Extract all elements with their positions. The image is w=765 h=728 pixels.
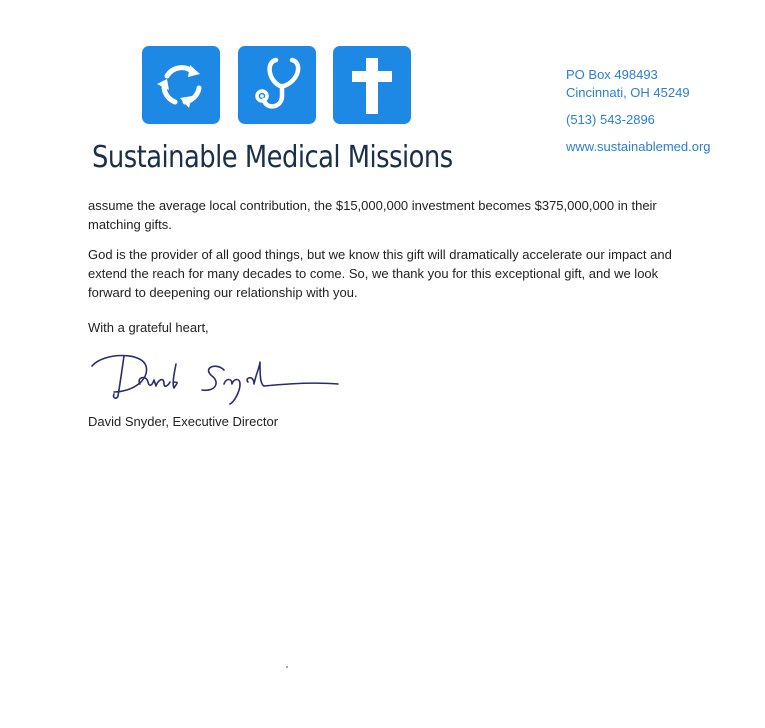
phone-number: (513) 543-2896	[566, 112, 655, 127]
city-state-zip: Cincinnati, OH 45249	[566, 85, 690, 100]
paragraph-line: assume the average local contribution, the $15,000,000 investment becomes $375,000,000 in their	[88, 198, 657, 213]
cross-icon	[333, 46, 411, 124]
contact-block	[566, 66, 761, 156]
paragraph-line: matching gifts.	[88, 217, 172, 232]
handwritten-signature	[84, 344, 344, 406]
signer-name-title: David Snyder, Executive Director	[88, 414, 279, 429]
organization-name: Sustainable Medical Missions	[92, 140, 453, 175]
scan-speck	[286, 666, 288, 668]
letter-body	[88, 196, 678, 313]
paragraph-1	[88, 196, 678, 234]
recycle-icon	[142, 46, 220, 124]
paragraph-line: God is the provider of all good things, but we know this gift will dramatically accelerate our impact and	[88, 247, 672, 262]
stethoscope-icon	[238, 46, 316, 124]
website-link[interactable]: www.sustainablemed.org	[566, 139, 711, 154]
paragraph-2	[88, 245, 678, 302]
paragraph-line: forward to deepening our relationship with you.	[88, 285, 358, 300]
closing-salutation: With a grateful heart,	[88, 320, 209, 335]
po-box: PO Box 498493	[566, 67, 658, 82]
paragraph-line: extend the reach for many decades to come. So, we thank you for this exceptional gift, and we look	[88, 266, 659, 281]
letterhead-logo	[142, 46, 412, 124]
